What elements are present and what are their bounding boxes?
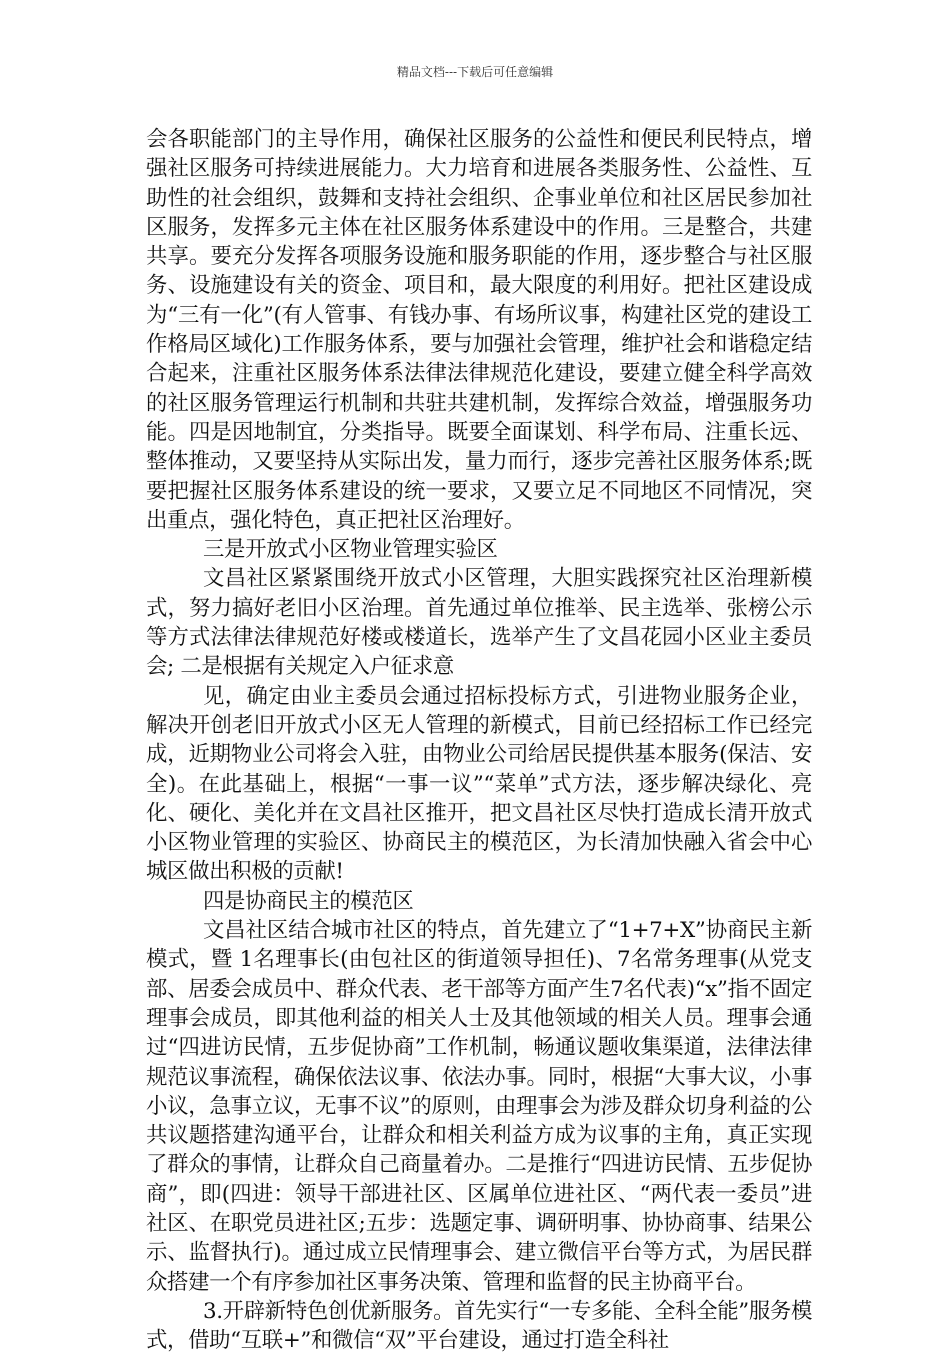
- paragraph-4: 文昌社区结合城市社区的特点，首先建立了“1+7+X”协商民主新模式，暨 1名理事长(由包社区的街道领导担任)、7名常务理事(从党支部、居委会成员中、群众代表、老干部等方面产生7名代表)“x”指不固定理事会成员，即其他利益的相关人士及其他领域的相关人员。理事会通过“四进访民情，五步促协商”工作机制，畅通议题收集渠道，法律法律规范议事流程，确保依法议事、依法办事。同时，根据“大事大议，小事小议，急事立议，无事不议”的原则，由理事会为涉及群众切身利益的公共议题搭建沟通平台，让群众和相关利益方成为议事的主角，真正实现了群众的事情，让群众自己商量着办。二是推行“四进访民情、五步促协商”，即(四进：领导干部进社区、区属单位进社区、“两代表一委员”进社区、在职党员进社区;五步：选题定事、调研明事、协协商事、结果公示、监督执行)。通过成立民情理事会、建立微信平台等方式，为居民群众搭建一个有序参加社区事务决策、管理和监督的民主协商平台。: [146, 918, 812, 1295]
- paragraph-3: 见，确定由业主委员会通过招标投标方式，引进物业服务企业，解决开创老旧开放式小区无人管理的新模式，目前已经招标工作已经完成，近期物业公司将会入驻，由物业公司给居民提供基本服务(保洁、安全)。在此基础上，根据“一事一议”“菜单”式方法，逐步解决绿化、亮化、硬化、美化并在文昌社区推开，把文昌社区尽快打造成长清开放式小区物业管理的实验区、协商民主的模范区，为长清加快融入省会中心城区做出积极的贡献!: [146, 683, 812, 885]
- paragraph-2: 文昌社区紧紧围绕开放式小区管理，大胆实践探究社区治理新模式，努力搞好老旧小区治理。首先通过单位推举、民主选举、张榜公示等方式法律法律规范好楼或楼道长，选举产生了文昌花园小区业主委员会; 二是根据有关规定入户征求意: [146, 566, 812, 680]
- section-heading-open-community: 三是开放式小区物业管理实验区: [203, 537, 498, 563]
- paragraph-1: 会各职能部门的主导作用，确保社区服务的公益性和便民利民特点，增强社区服务可持续进展能力。大力培育和进展各类服务性、公益性、互助性的社会组织，鼓舞和支持社会组织、企事业单位和社区居民参加社区服务，发挥多元主体在社区服务体系建设中的作用。三是整合，共建共享。要充分发挥各项服务设施和服务职能的作用，逐步整合与社区服务、设施建设有关的资金、项目和，最大限度的利用好。把社区建设成为“三有一化”(有人管事、有钱办事、有场所议事，构建社区党的建设工作格局区域化)工作服务体系，要与加强社会管理，维护社会和谐稳定结合起来，注重社区服务体系法律法律规范化建设，要建立健全科学高效的社区服务管理运行机制和共驻共建机制，发挥综合效益，增强服务功能。四是因地制宜，分类指导。既要全面谋划、科学布局、注重长远、整体推动，又要坚持从实际出发，量力而行，逐步完善社区服务体系;既要把握社区服务体系建设的统一要求，又要立足不同地区不同情况，突出重点，强化特色，真正把社区治理好。: [146, 127, 812, 533]
- document-body: [146, 125, 812, 1355]
- paragraph-5: 3.开辟新特色创优新服务。首先实行“一专多能、全科全能”服务模式，借助“互联+”和微信“双”平台建设，通过打造全科社: [146, 1298, 812, 1354]
- section-heading-consultative-democracy: 四是协商民主的模范区: [203, 888, 414, 914]
- page-header: 精品文档---下载后可任意编辑: [396, 65, 554, 79]
